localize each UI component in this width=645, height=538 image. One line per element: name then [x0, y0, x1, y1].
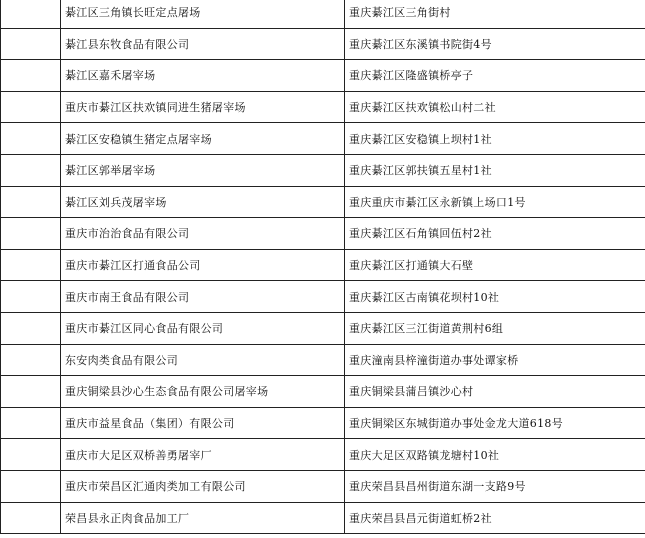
company-name-cell: 重庆市大足区双桥善勇屠宰厂: [61, 439, 345, 471]
company-name-cell: 重庆市荣昌区汇通肉类加工有限公司: [61, 470, 345, 502]
table-row: [1, 281, 645, 313]
row-index-cell: [1, 376, 61, 408]
address-cell: 重庆綦江区打通镇大石壁: [345, 249, 645, 281]
address-cell: 重庆铜梁县蒲吕镇沙心村: [345, 376, 645, 408]
table-row: [1, 154, 645, 186]
address-cell: 重庆綦江区石角镇回伍村2社: [345, 218, 645, 250]
company-name-cell: 重庆市綦江区扶欢镇同进生猪屠宰场: [61, 91, 345, 123]
address-cell: 重庆綦江区东溪镇书院街4号: [345, 28, 645, 60]
row-index-cell: [1, 249, 61, 281]
table-row: [1, 344, 645, 376]
company-name-cell: 东安肉类食品有限公司: [61, 344, 345, 376]
row-index-cell: [1, 281, 61, 313]
row-index-cell: [1, 28, 61, 60]
row-index-cell: [1, 91, 61, 123]
address-cell: 重庆荣昌县昌元街道虹桥2社: [345, 502, 645, 534]
address-cell: 重庆綦江区扶欢镇松山村二社: [345, 91, 645, 123]
row-index-cell: [1, 0, 61, 28]
row-index-cell: [1, 154, 61, 186]
table-row: [1, 376, 645, 408]
address-cell: 重庆綦江区古南镇花坝村10社: [345, 281, 645, 313]
row-index-cell: [1, 344, 61, 376]
row-index-cell: [1, 439, 61, 471]
address-cell: 重庆重庆市綦江区永新镇上场口1号: [345, 186, 645, 218]
company-name-cell: 重庆市益星食品（集团）有限公司: [61, 407, 345, 439]
row-index-cell: [1, 60, 61, 92]
table-row: [1, 123, 645, 155]
table-row: [1, 28, 645, 60]
address-cell: 重庆铜梁区东城街道办事处金龙大道618号: [345, 407, 645, 439]
row-index-cell: [1, 502, 61, 534]
company-name-cell: 重庆市治治食品有限公司: [61, 218, 345, 250]
row-index-cell: [1, 312, 61, 344]
address-cell: 重庆大足区双路镇龙塘村10社: [345, 439, 645, 471]
company-name-cell: 重庆市綦江区同心食品有限公司: [61, 312, 345, 344]
address-cell: 重庆綦江区安稳镇上坝村1社: [345, 123, 645, 155]
table-row: [1, 91, 645, 123]
row-index-cell: [1, 186, 61, 218]
table-row: [1, 312, 645, 344]
company-name-cell: 綦江区郭举屠宰场: [61, 154, 345, 186]
table-row: [1, 218, 645, 250]
company-name-cell: 綦江区三角镇长旺定点屠场: [61, 0, 345, 28]
table-row: [1, 60, 645, 92]
row-index-cell: [1, 123, 61, 155]
company-name-cell: 綦江区嘉禾屠宰场: [61, 60, 345, 92]
company-name-cell: 重庆市綦江区打通食品公司: [61, 249, 345, 281]
table-row: [1, 186, 645, 218]
row-index-cell: [1, 407, 61, 439]
row-index-cell: [1, 218, 61, 250]
table-body: [1, 0, 645, 534]
address-cell: 重庆綦江区郭扶镇五星村1社: [345, 154, 645, 186]
company-name-cell: 綦江区刘兵茂屠宰场: [61, 186, 345, 218]
address-cell: 重庆潼南县梓潼街道办事处谭家桥: [345, 344, 645, 376]
table-row: [1, 0, 645, 28]
company-name-cell: 綦江区安稳镇生猪定点屠宰场: [61, 123, 345, 155]
table-row: [1, 249, 645, 281]
table-row: [1, 407, 645, 439]
address-cell: 重庆綦江区三角街村: [345, 0, 645, 28]
company-name-cell: 重庆市南王食品有限公司: [61, 281, 345, 313]
table-row: [1, 502, 645, 534]
company-name-cell: 荣昌县永正肉食品加工厂: [61, 502, 345, 534]
company-name-cell: 重庆铜梁县沙心生态食品有限公司屠宰场: [61, 376, 345, 408]
company-name-cell: 綦江县东牧食品有限公司: [61, 28, 345, 60]
address-cell: 重庆綦江区隆盛镇桥亭子: [345, 60, 645, 92]
address-cell: 重庆綦江区三江街道黄荆村6组: [345, 312, 645, 344]
row-index-cell: [1, 470, 61, 502]
table-row: [1, 470, 645, 502]
address-cell: 重庆荣昌县昌州街道东湖一支路9号: [345, 470, 645, 502]
table-row: [1, 439, 645, 471]
